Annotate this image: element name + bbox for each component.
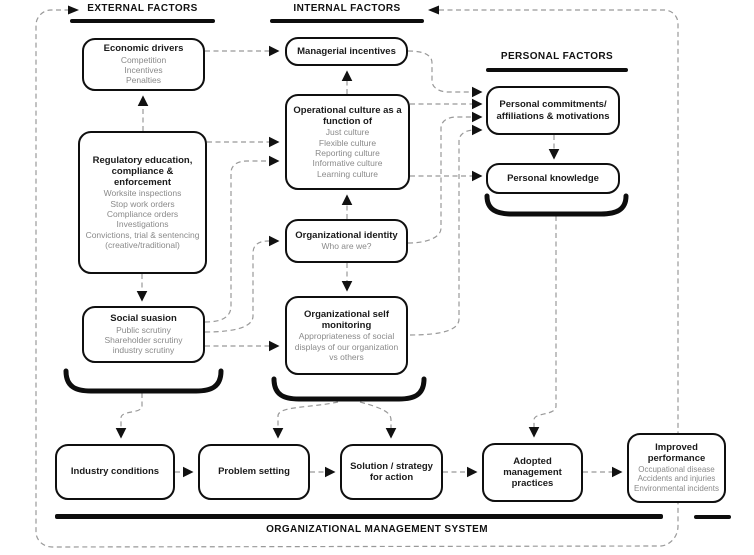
node-improved-performance [627, 433, 726, 503]
conn-personal-adopted [534, 216, 556, 436]
node-organizational-identity [285, 219, 408, 263]
conn-managerial-commitments [408, 51, 481, 92]
node-personal-commitments [486, 86, 620, 135]
internal-factors-heading: INTERNAL FACTORS [293, 3, 401, 14]
node-problem-setting [198, 444, 310, 500]
node-item: Informative culture [312, 158, 383, 169]
oms-bar-right [694, 515, 731, 519]
node-title: Industry conditions [70, 466, 160, 478]
node-social-suasion [82, 306, 205, 363]
node-title: Adopted management practices [503, 455, 562, 490]
node-title: Organizational identity [295, 230, 398, 242]
node-item: Appropriateness of social displays of our organization vs others [294, 331, 399, 362]
node-title: Economic drivers [103, 43, 184, 55]
internal-factors-bar [270, 19, 424, 23]
node-item: Investigations [116, 219, 169, 230]
node-item: Just culture [325, 127, 370, 138]
node-title: Managerial incentives [297, 45, 396, 57]
node-item: Competition [120, 54, 167, 65]
node-item: Reporting culture [315, 148, 380, 159]
node-managerial-incentives [285, 37, 408, 66]
personal-factors-bar [486, 68, 628, 72]
node-item: Accidents and injuries [637, 474, 716, 484]
node-item: Incentives [124, 64, 163, 75]
node-title: Regulatory education, compliance & enforcement [92, 154, 193, 189]
node-title: Organizational self monitoring [304, 308, 389, 331]
conn-internal-solution [360, 402, 391, 437]
node-item: Who are we? [321, 241, 372, 252]
node-item: Worksite inspections [103, 188, 182, 199]
oms-bar-left [55, 514, 663, 519]
node-item: Shareholder scrutiny [104, 334, 183, 345]
node-item: Occupational disease [638, 464, 715, 474]
bracket-internal-group [274, 379, 424, 399]
node-regulatory [78, 131, 207, 274]
conn-selfmonitoring-commitments [410, 130, 481, 335]
external-factors-heading: EXTERNAL FACTORS [87, 3, 198, 14]
external-factors-bar [70, 19, 215, 23]
node-item: (creative/traditional) [105, 240, 180, 251]
node-solution-strategy [340, 444, 443, 500]
node-title: Improved performance [647, 442, 706, 465]
conn-social-orgidentity [205, 241, 278, 332]
node-adopted-practices [482, 443, 583, 502]
node-item: Penalties [126, 75, 161, 86]
node-item: Environmental incidents [634, 484, 719, 494]
node-economic-drivers [82, 38, 205, 91]
node-industry-conditions [55, 444, 175, 500]
node-item: Learning culture [317, 168, 378, 179]
node-personal-knowledge [486, 163, 620, 194]
node-operational-culture [285, 94, 410, 190]
node-title: Solution / strategy for action [350, 460, 433, 483]
node-item: Compliance orders [106, 208, 179, 219]
node-item: Public scrutiny [116, 324, 171, 335]
conn-external-industry [121, 393, 142, 437]
oms-heading: ORGANIZATIONAL MANAGEMENT SYSTEM [266, 524, 488, 535]
node-self-monitoring [285, 296, 408, 375]
node-title: Personal commitments/ affiliations & motivations [496, 99, 610, 122]
node-item: Flexible culture [318, 137, 377, 148]
bracket-personal-group [487, 196, 626, 214]
personal-factors-heading: PERSONAL FACTORS [500, 51, 614, 62]
node-item: industry scrutiny [112, 345, 175, 356]
node-title: Social suasion [110, 313, 177, 325]
conn-orgidentity-commitments [408, 117, 481, 243]
node-title: Personal knowledge [507, 172, 599, 184]
node-item: Stop work orders [110, 198, 175, 209]
node-item: Convictions, trial & sentencing [85, 229, 200, 240]
node-title: Operational culture as a function of [293, 104, 402, 128]
node-title: Problem setting [218, 466, 290, 478]
arrow-into-internal-factors [428, 6, 439, 15]
conn-internal-problem [278, 402, 338, 437]
bracket-external-group [66, 371, 221, 391]
